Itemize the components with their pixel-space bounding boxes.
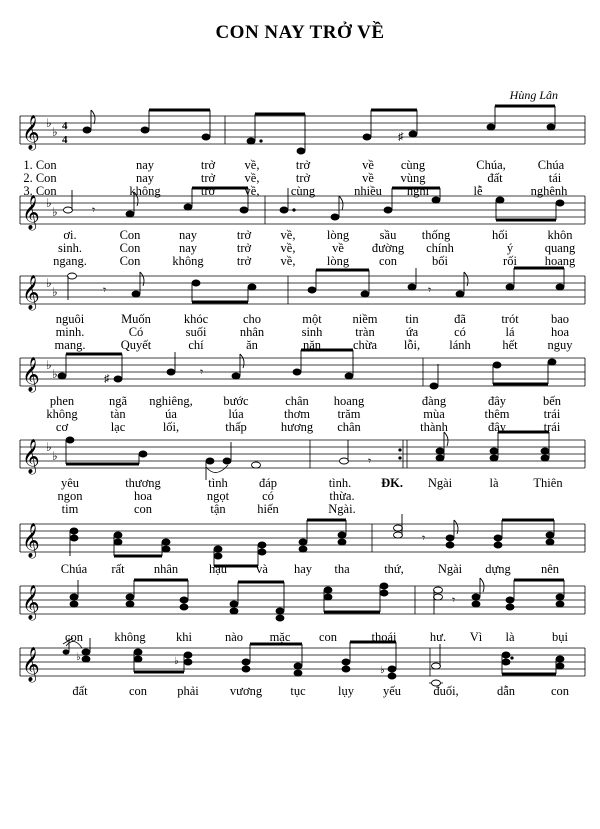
lyric-line-8-1 [20,684,585,697]
lyric-syllable: nhân [153,562,179,576]
lyric-syllable: nay [135,158,155,172]
lyric-syllable: Vì [469,630,483,644]
lyric-syllable: Con [119,228,141,242]
lyric-syllable: ý [506,241,514,255]
lyric-syllable: niềm [352,312,378,326]
lyric-syllable: bụi [552,630,568,644]
lyric-line-2-2 [20,241,585,254]
lyric-syllable: Ngài [427,476,453,490]
lyric-syllable: Ngài [437,562,463,576]
lyric-syllable: tràn [355,325,375,339]
staff-6 [20,518,585,564]
lyric-syllable: sầu [379,228,397,242]
lyric-syllable: Con [119,254,141,268]
lyric-line-4-1 [20,394,585,407]
svg-text:𝄾: 𝄾 [428,283,432,297]
lyric-syllable: nên [540,562,560,576]
svg-text:♭: ♭ [76,652,81,663]
svg-text:♭: ♭ [46,440,52,454]
lyric-syllable: trái [543,420,561,434]
lyric-syllable: chính [426,241,454,255]
lyric-line-4-2 [20,407,585,420]
lyric-syllable: lòng [326,254,350,268]
lyric-syllable: tha [334,562,350,576]
lyric-syllable: cho [242,312,262,326]
music-system-7 [20,580,585,644]
lyric-syllable: thêm [484,407,510,421]
lyric-syllable: suối [185,325,207,339]
lyric-syllable: thứ, [384,562,404,576]
lyric-syllable: mùa [423,407,445,421]
lyric-syllable: lòng [326,228,350,242]
lyric-syllable: lánh [449,338,471,352]
lyric-syllable: Ngài. [328,502,356,516]
lyric-syllable: Chúa [537,158,565,172]
lyric-syllable: dẫn [496,684,516,698]
lyric-syllable: phen [49,394,75,408]
lyric-syllable: đất [72,684,88,698]
lyric-syllable: về, [244,158,260,172]
lyric-syllable: yếu [382,684,402,698]
staff-1 [20,110,585,156]
lyric-syllable: tim [61,502,79,516]
svg-text:𝄞: 𝄞 [22,196,40,229]
lyric-syllable: tàn [110,407,126,421]
lyric-syllable: minh. [55,325,85,339]
lyric-syllable: lỗi, [403,338,421,352]
lyric-line-3-1 [20,312,585,325]
lyric-syllable: tận [210,502,226,516]
svg-text:𝄾: 𝄾 [422,531,426,545]
lyric-syllable: hoa [550,325,570,339]
lyric-syllable: thành [420,420,448,434]
svg-text:𝄾: 𝄾 [103,283,107,297]
lyric-syllable: con [378,254,398,268]
lyric-syllable: lúa [228,407,244,421]
staff-7 [20,580,585,626]
lyric-syllable: nào [224,630,244,644]
lyric-syllable: đã [454,312,466,326]
lyric-syllable: không [114,630,146,644]
music-system-3 [20,270,585,352]
lyric-syllable: về [332,241,344,255]
lyric-syllable: tin [405,312,419,326]
lyric-syllable: tục [290,684,306,698]
refrain-marker: ĐK. [381,476,403,490]
lyric-syllable: thấp [225,420,247,434]
lyric-syllable: trở [295,171,311,185]
lyric-syllable: trở [200,171,216,185]
lyric-syllable: về, [280,241,296,255]
lyric-syllable: nay [135,171,155,185]
lyric-syllable: có [454,325,466,339]
staff-4 [20,352,585,398]
lyric-syllable: không [129,184,161,198]
staff-5 [20,434,585,480]
lyric-syllable: thương [125,476,161,490]
lyric-syllable: cơ [55,420,69,434]
lyric-syllable: bao [550,312,570,326]
lyric-line-1-1 [20,158,585,171]
lyric-syllable: Quyết [120,338,152,352]
lyric-syllable: lụy [338,684,354,698]
lyric-syllable: và [256,562,268,576]
lyric-syllable: trở [295,158,311,172]
lyric-syllable: con [64,630,84,644]
svg-text:♭: ♭ [380,665,385,676]
lyric-syllable: 1. Con [23,158,57,172]
lyric-syllable: mang. [54,338,86,352]
lyric-syllable: đuối, [433,684,459,698]
svg-text:♭: ♭ [52,285,58,299]
music-system-8 [20,642,585,698]
lyric-syllable: nhiều [354,184,382,198]
lyric-syllable: bến [542,394,562,408]
lyric-syllable: lối, [162,420,180,434]
lyric-syllable: năn [302,338,322,352]
svg-text:♭: ♭ [46,358,52,372]
svg-text:♭: ♭ [46,116,52,130]
lyric-syllable: con [128,684,148,698]
svg-text:♭: ♭ [52,367,58,381]
svg-text:𝄾: 𝄾 [200,365,204,379]
svg-text:𝄾: 𝄾 [368,454,372,468]
svg-text:♯: ♯ [104,373,110,385]
lyric-line-2-3 [20,254,585,267]
music-system-1 [20,110,585,198]
lyric-syllable: rối [503,254,517,268]
lyric-syllable: là [505,630,515,644]
lyric-syllable: hư. [429,630,447,644]
svg-text:♭: ♭ [52,125,58,139]
lyric-syllable: mặc [269,630,291,644]
lyric-syllable: nay [178,241,198,255]
lyric-syllable: nghiêng, [149,394,193,408]
lyric-syllable: là [489,476,499,490]
lyric-syllable: tình [208,476,228,490]
lyric-syllable: khóc [183,312,209,326]
lyric-syllable: hậu [208,562,228,576]
lyric-syllable: Thiên [533,476,563,490]
lyric-syllable: khôn [547,228,573,242]
staff-3 [20,270,585,316]
lyric-syllable: trở [236,254,252,268]
lyric-syllable: bước [223,394,249,408]
svg-text:♭: ♭ [46,276,52,290]
svg-text:𝄞: 𝄞 [22,524,40,557]
lyric-syllable: Chúa, [476,158,506,172]
svg-text:♭: ♭ [52,205,58,219]
svg-text:𝄞: 𝄞 [22,358,40,391]
lyric-syllable: lá [505,325,515,339]
lyric-syllable: con [318,630,338,644]
svg-text:♭: ♭ [46,196,52,210]
lyric-syllable: đây [487,420,507,434]
lyric-syllable: không [46,407,78,421]
lyric-syllable: Con [119,241,141,255]
lyric-syllable: nguy [547,338,573,352]
lyric-syllable: tình. [328,476,352,490]
svg-text:𝄾: 𝄾 [92,203,96,217]
lyric-syllable: hay [293,562,313,576]
song-title: CON NAY TRỞ VỀ [215,22,385,43]
lyric-syllable: ngã [108,394,128,408]
lyric-syllable: con [550,684,570,698]
lyric-syllable: 2. Con [23,171,57,185]
lyric-syllable: thống [421,228,451,242]
lyric-syllable: trở [236,241,252,255]
lyric-syllable: ứa [405,325,419,339]
svg-text:♭: ♭ [174,656,179,667]
svg-text:♯: ♯ [398,131,404,143]
lyric-syllable: con [133,502,153,516]
music-system-4 [20,352,585,434]
lyric-syllable: thừa. [329,489,355,503]
lyric-syllable: không [172,254,204,268]
lyric-syllable: vùng [400,171,426,185]
svg-text:♭: ♭ [52,449,58,463]
lyric-syllable: có [262,489,274,503]
lyric-syllable: phải [177,684,199,698]
lyric-syllable: lễ [473,184,483,198]
svg-text:𝄞: 𝄞 [22,440,40,473]
lyric-syllable: trở [200,158,216,172]
lyric-syllable: rất [111,562,125,576]
lyric-line-3-2 [20,325,585,338]
lyric-syllable: về, [244,171,260,185]
lyric-syllable: bối [432,254,448,268]
lyric-syllable: đây [487,394,507,408]
music-system-6 [20,518,585,576]
lyric-syllable: chân [337,420,361,434]
lyric-syllable: dựng [485,562,511,576]
lyric-syllable: trăm [337,407,361,421]
lyric-syllable: một [302,312,322,326]
lyric-syllable: chừa [352,338,378,352]
lyric-syllable: trót [501,312,519,326]
lyric-syllable: cùng [290,184,316,198]
lyric-syllable: về, [280,228,296,242]
lyric-syllable: yêu [60,476,80,490]
lyric-syllable: hương [280,420,314,434]
lyric-syllable: về, [280,254,296,268]
svg-text:𝄞: 𝄞 [22,116,40,149]
lyric-syllable: thoái [371,630,397,644]
lyric-syllable: chí [188,338,204,352]
lyric-syllable: cùng [400,158,426,172]
lyric-syllable: hết [502,338,518,352]
lyric-syllable: nay [178,228,198,242]
music-system-2 [20,190,585,268]
svg-text:𝄞: 𝄞 [22,586,40,619]
lyric-syllable: ngọt [206,489,230,503]
svg-text:4: 4 [62,120,68,132]
lyric-line-5-1 [20,476,585,489]
lyric-line-2-1 [20,228,585,241]
lyric-syllable: quang [544,241,576,255]
lyric-syllable: nhân [239,325,265,339]
lyric-syllable: trái [543,407,561,421]
lyric-syllable: chân [285,394,309,408]
lyric-syllable: tái [548,171,562,185]
svg-text:𝄾: 𝄾 [452,593,456,607]
lyric-syllable: đàng [421,394,447,408]
lyric-syllable: sinh [301,325,323,339]
svg-text:4: 4 [62,134,68,146]
lyric-syllable: úa [165,407,177,421]
lyric-syllable: ơi. [63,228,77,242]
lyric-syllable: đáp [258,476,278,490]
lyric-line-1-2 [20,171,585,184]
lyric-syllable: khi [176,630,192,644]
lyric-syllable: hoang [333,394,365,408]
lyric-syllable: nghênh [530,184,568,198]
lyric-syllable: ngang. [53,254,87,268]
lyric-syllable: 3. Con [23,184,57,198]
lyric-syllable: hiến [257,502,279,516]
lyric-syllable: ngon [57,489,83,503]
lyric-syllable: Muốn [121,312,151,326]
lyric-syllable: ăn [246,338,258,352]
lyric-syllable: vương [229,684,263,698]
lyric-syllable: đất [487,171,503,185]
music-system-5 [20,434,585,516]
lyric-syllable: về [362,171,374,185]
lyric-syllable: hối [492,228,508,242]
lyric-syllable: Chúa [60,562,88,576]
lyric-syllable: về, [244,184,260,198]
svg-text:𝄞: 𝄞 [22,648,40,681]
lyric-syllable: sinh. [58,241,82,255]
lyric-syllable: hoa [133,489,153,503]
svg-text:𝄞: 𝄞 [22,276,40,309]
lyric-syllable: về [362,158,374,172]
lyric-syllable: nghi [406,184,430,198]
lyric-syllable: hoang [544,254,576,268]
composer-name: Hùng Lân [509,88,558,102]
lyric-syllable: lạc [110,420,126,434]
lyric-line-5-3 [20,502,585,515]
lyric-line-6-1 [20,562,585,575]
lyric-syllable: Có [128,325,144,339]
lyric-syllable: trở [236,228,252,242]
lyric-line-5-2 [20,489,585,502]
lyric-syllable: đường [371,241,405,255]
lyric-syllable: thơm [283,407,311,421]
lyric-syllable: nguôi [55,312,85,326]
lyric-syllable: trở [200,184,216,198]
